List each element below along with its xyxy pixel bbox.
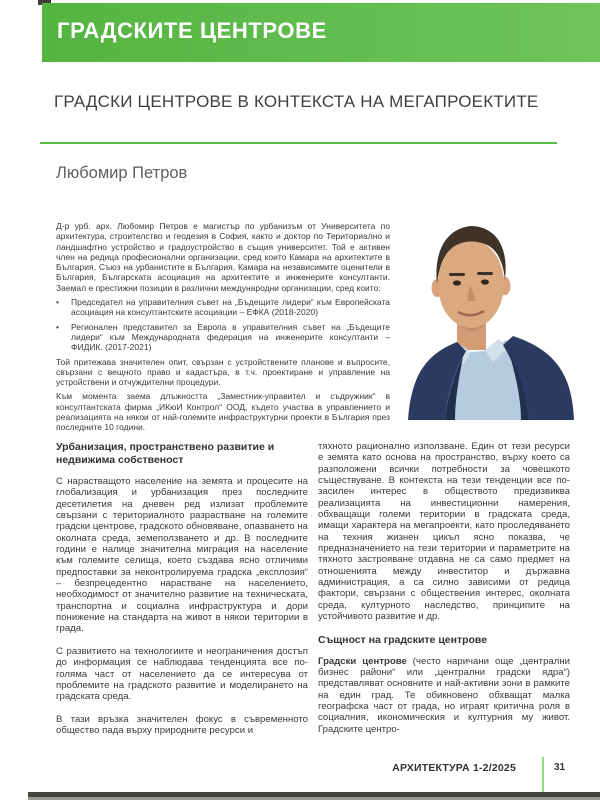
bio-bullet-item (56, 297, 390, 318)
author-bio (56, 221, 390, 437)
body-paragraph: С нарастващото население на земята и процесите на глобализация и урбанизация през последните десетилетия на дневен ред излизат проблемите свързани с териториалното разрастване на големите градски центрове, градското обновяване, опазването на околната среда, земеползването и др. В последните години е налице значителна миграция на население към големите селища, което създава ясно отличими предпоставки за неконтролируема градска „експлозия“ – безпрецедентно нарастване на населението, необходимост от значително развитие на техническата, транспортна и социална инфраструктура и дори понижение на стандарта на живот в някои територии в града. (56, 476, 308, 635)
section-heading-urbanization: Урбанизация, пространствено развитие и недвижима собственост (56, 441, 275, 466)
body-paragraph: С развитието на технологиите и неограничения достъп до информация се наблюдава тенденцията все по-голяма част от населението да се интересува от проблемите на градското развитие и моделирането на градската среда. (56, 645, 308, 703)
section-heading-essence: Същност на градските центрове (318, 633, 488, 646)
bio-bullet-text: Председател на управителния съвет на „Бъдещите лидери“ към Европейската асоциация на консултантските асоциации – ЕФКА (2018-2020) (71, 297, 390, 318)
section-header-bar (42, 3, 600, 62)
body-paragraph: В тази връзка значителен фокус в съвременното общество пада върху природните ресурси и (56, 713, 308, 736)
footer-journal-issue (392, 762, 516, 774)
bullet-icon: • (56, 321, 59, 332)
author-portrait-illustration (400, 222, 580, 420)
body-paragraph (318, 656, 570, 735)
article-title: ГРАДСКИ ЦЕНТРОВЕ В КОНТЕКСТА НА МЕГАПРОЕКТИТЕ (54, 92, 539, 111)
author-photo (400, 222, 580, 420)
page-number: 31 (554, 762, 566, 773)
issue-number: 1-2/2025 (472, 762, 516, 774)
bio-experience: Той притежава значителен опит, свързан с устройствените планове и въпросите, свързани с вещното право и кадастъра, в т.ч. проектиране и управление на устройствени и отчуждителни процедури. (56, 356, 390, 388)
bold-lead-term: Градски центрове (318, 655, 407, 667)
bio-intro: Д-р урб. арх. Любомир Петров е магистър по урбанизъм от Университета по архитектура, строителство и геодезия в София, както и доктор по Териториално и ландшафтно устройство и градоустройство в същия университет. Той е активен член на редица професионални организации, сред които Камара на архитектите в България, Съюз на урбанистите в България, Камара на независимите оценители в България, Българската асоциация на архитектите и инженерите консултанти. Заемал е престижни позиции в различни международни организации, сред които: (56, 221, 390, 293)
right-column (318, 441, 570, 746)
author-name: Любомир Петров (56, 164, 188, 182)
section-title: ГРАДСКИТЕ ЦЕНТРОВЕ (57, 18, 327, 43)
divider-rule (40, 142, 557, 144)
bio-bullet-text: Регионален представител за Европа в управителния съвет на „Бъдещите лидери“ към Международната федерация на инженерите консултанти – ФИДИК. (2017-2021) (71, 321, 390, 353)
paragraph-continuation: (често наричани още „централни бизнес райони“ или „централни градски ядра“) представляват основните и най-активни зони в рамките на един град. Те обикновено обхващат малка географска част от града, но играят критична роля в социалния, икономическия и културния му живот. Градските центро- (318, 655, 570, 735)
bio-bullet-item (56, 322, 390, 353)
left-column (56, 441, 308, 747)
bio-current-position: Към момента заема длъжността „Заместник-управител и съдружник“ в консултантската фирма „ИКюИ Контрол“ ООД, където участва в управлението и реализацията на някои от най-големите инфраструктурни проекти в България през последните 10 години. (56, 391, 390, 433)
body-paragraph: тяхното рационално използване. Един от тези ресурси е земята като основа на пространство, върху което са разположени всички потребности за човешкото съществуване. В контекста на тези тенденции все по-засилен интерес в обществото предизвиква реализацията на инвестиционни намерения, обхващащи големи територии в градската среда, имащи характера на мегапроекти, като проследяването на техния жизнен цикъл ясно показва, че предназначението на тези територии и параметрите на тяхното застрояване отдавна не са само предмет на отношенията между инвеститор и държавна администрация, а са силно зависими от редица фактори, свързани с обществения интерес, околната среда, културното наследство, принципите на устойчивото развитие и др. (318, 441, 570, 623)
journal-name: АРХИТЕКТУРА (392, 762, 470, 774)
bullet-icon: • (56, 297, 59, 308)
